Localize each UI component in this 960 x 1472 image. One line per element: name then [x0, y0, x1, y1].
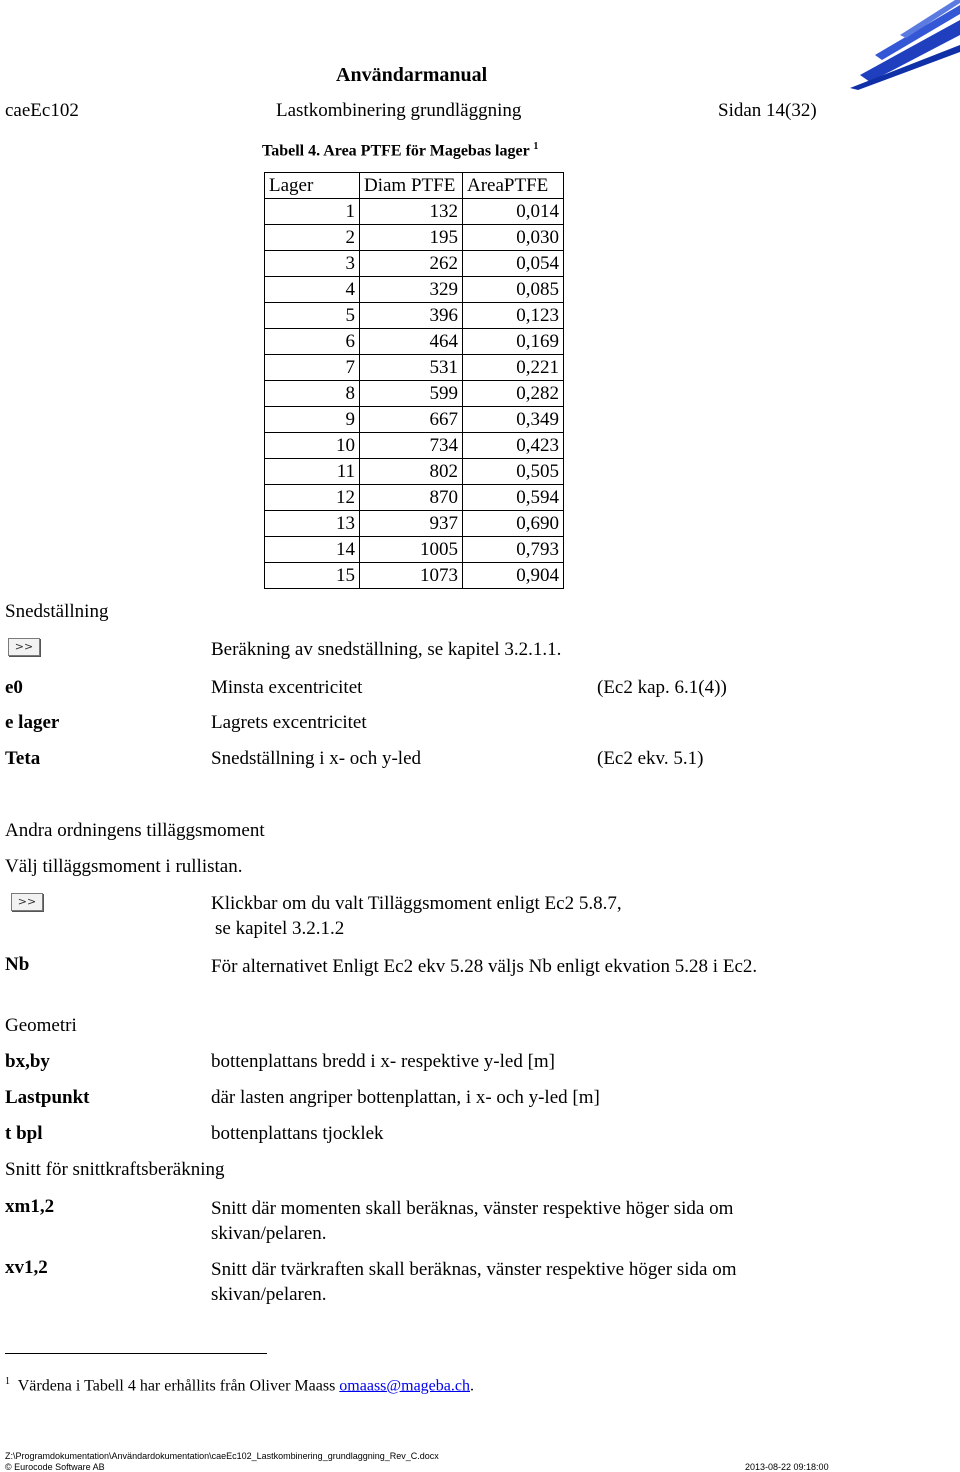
cell-lager: 1 [265, 199, 360, 225]
table-row [265, 485, 564, 511]
cell-diam: 870 [360, 485, 463, 511]
header-section: Lastkombinering grundläggning [276, 100, 522, 121]
footer-company: © Eurocode Software AB [5, 1462, 105, 1472]
col-header-lager: Lager [265, 173, 360, 199]
cell-area: 0,014 [463, 199, 564, 225]
section-heading-andra-ordningens: Andra ordningens tilläggsmoment [5, 820, 265, 841]
cell-area: 0,030 [463, 225, 564, 251]
desc-teta: Snedställning i x- och y-led [211, 748, 422, 769]
cell-area: 0,690 [463, 511, 564, 537]
cell-diam: 599 [360, 381, 463, 407]
cell-lager: 14 [265, 537, 360, 563]
term-teta: Teta [5, 748, 41, 769]
section-heading-geometri: Geometri [5, 1015, 77, 1036]
cell-lager: 3 [265, 251, 360, 277]
cell-lager: 7 [265, 355, 360, 381]
table-row [265, 433, 564, 459]
cell-lager: 9 [265, 407, 360, 433]
term-xv12: xv1,2 [5, 1257, 48, 1278]
cell-area: 0,054 [463, 251, 564, 277]
cell-area: 0,085 [463, 277, 564, 303]
col-header-diam: Diam PTFE [360, 173, 463, 199]
cell-lager: 5 [265, 303, 360, 329]
ref-teta: (Ec2 ekv. 5.1) [597, 748, 704, 769]
cell-diam: 464 [360, 329, 463, 355]
footnote-number: 1 [5, 1376, 10, 1387]
cell-lager: 13 [265, 511, 360, 537]
cell-area: 0,423 [463, 433, 564, 459]
cell-area: 0,594 [463, 485, 564, 511]
table-row [265, 277, 564, 303]
header-program: caeEc102 [5, 100, 79, 121]
table-row [265, 251, 564, 277]
cell-lager: 12 [265, 485, 360, 511]
header-page-number: Sidan 14(32) [718, 100, 817, 121]
col-header-area: AreaPTFE [463, 173, 564, 199]
desc-e-lager: Lagrets excentricitet [211, 712, 367, 733]
desc-xm12: Snitt där momenten skall beräknas, vänster respektive höger sida om skivan/pelaren. [211, 1198, 734, 1244]
table-row [265, 511, 564, 537]
cell-area: 0,349 [463, 407, 564, 433]
term-bx-by: bx,by [5, 1051, 50, 1072]
cell-diam: 1073 [360, 563, 463, 589]
cell-diam: 262 [360, 251, 463, 277]
andra-link-text-1: Klickbar om du valt Tilläggsmoment enligt Ec2 5.8.7, [211, 893, 622, 914]
table-row [265, 381, 564, 407]
table-row [265, 459, 564, 485]
footnote-text: Värdena i Tabell 4 har erhållits från Oliver Maass [17, 1377, 340, 1395]
cell-area: 0,793 [463, 537, 564, 563]
desc-e0: Minsta excentricitet [211, 677, 363, 698]
goto-link-button-2[interactable]: >> [11, 893, 43, 911]
cell-area: 0,904 [463, 563, 564, 589]
cell-diam: 1005 [360, 537, 463, 563]
table-row [265, 563, 564, 589]
instruction-text: Välj tilläggsmoment i rullistan. [5, 856, 243, 877]
andra-link-text-2: se kapitel 3.2.1.2 [215, 918, 345, 939]
document-title: Användarmanual [336, 64, 488, 86]
cell-diam: 531 [360, 355, 463, 381]
cell-area: 0,282 [463, 381, 564, 407]
cell-lager: 2 [265, 225, 360, 251]
section-heading-snitt: Snitt för snittkraftsberäkning [5, 1159, 225, 1180]
table-row [265, 225, 564, 251]
cell-diam: 195 [360, 225, 463, 251]
cell-lager: 8 [265, 381, 360, 407]
cell-area: 0,221 [463, 355, 564, 381]
footer-file-path: Z:\Programdokumentation\Användardokumentation\caeEc102_Lastkombinering_grundlaggning_Rev_C.docx [5, 1451, 439, 1461]
section-heading-snedstallning: Snedställning [5, 601, 109, 622]
term-e-lager: e lager [5, 712, 60, 733]
table-row [265, 537, 564, 563]
table-row [265, 303, 564, 329]
cell-lager: 15 [265, 563, 360, 589]
cell-lager: 11 [265, 459, 360, 485]
cell-area: 0,505 [463, 459, 564, 485]
eurocode-logo [830, 0, 960, 90]
cell-diam: 667 [360, 407, 463, 433]
cell-lager: 6 [265, 329, 360, 355]
term-xm12: xm1,2 [5, 1196, 55, 1217]
table-header-row [265, 173, 564, 199]
cell-diam: 396 [360, 303, 463, 329]
cell-area: 0,169 [463, 329, 564, 355]
footnote-separator [5, 1353, 267, 1354]
cell-lager: 4 [265, 277, 360, 303]
term-e0: e0 [5, 677, 23, 698]
table-row [265, 355, 564, 381]
cell-diam: 734 [360, 433, 463, 459]
ref-e0: (Ec2 kap. 6.1(4)) [597, 677, 727, 698]
desc-bx-by: bottenplattans bredd i x- respektive y-led [m] [211, 1051, 556, 1072]
desc-nb: För alternativet Enligt Ec2 ekv 5.28 väljs Nb enligt ekvation 5.28 i Ec2. [211, 956, 758, 977]
desc-t-bpl: bottenplattans tjocklek [211, 1123, 384, 1144]
cell-diam: 802 [360, 459, 463, 485]
table-row [265, 407, 564, 433]
footnote-email-link[interactable]: omaass@mageba.ch [339, 1377, 470, 1395]
cell-diam: 132 [360, 199, 463, 225]
table-row [265, 329, 564, 355]
cell-lager: 10 [265, 433, 360, 459]
footer-date: 2013-08-22 09:18:00 [745, 1462, 829, 1472]
table-row [265, 199, 564, 225]
term-nb: Nb [5, 954, 30, 975]
goto-link-button[interactable]: >> [8, 638, 40, 656]
term-t-bpl: t bpl [5, 1123, 43, 1144]
desc-xv12: Snitt där tvärkraften skall beräknas, vänster respektive höger sida om skivan/pelaren. [211, 1259, 737, 1305]
ptfe-area-table [264, 172, 564, 589]
footnote-ref: 1 [533, 141, 539, 152]
cell-diam: 937 [360, 511, 463, 537]
term-lastpunkt: Lastpunkt [5, 1087, 90, 1108]
table-caption: Tabell 4. Area PTFE för Magebas lager $^1$ [262, 141, 539, 160]
cell-area: 0,123 [463, 303, 564, 329]
footnote: $^1$ Värdena i Tabell 4 har erhållits från Oliver Maass omaass@mageba.ch. [5, 1376, 474, 1395]
desc-lastpunkt: där lasten angriper bottenplattan, i x- och y-led [m] [211, 1087, 600, 1108]
cell-diam: 329 [360, 277, 463, 303]
snedstallning-link-text: Beräkning av snedställning, se kapitel 3.2.1.1. [211, 639, 562, 660]
